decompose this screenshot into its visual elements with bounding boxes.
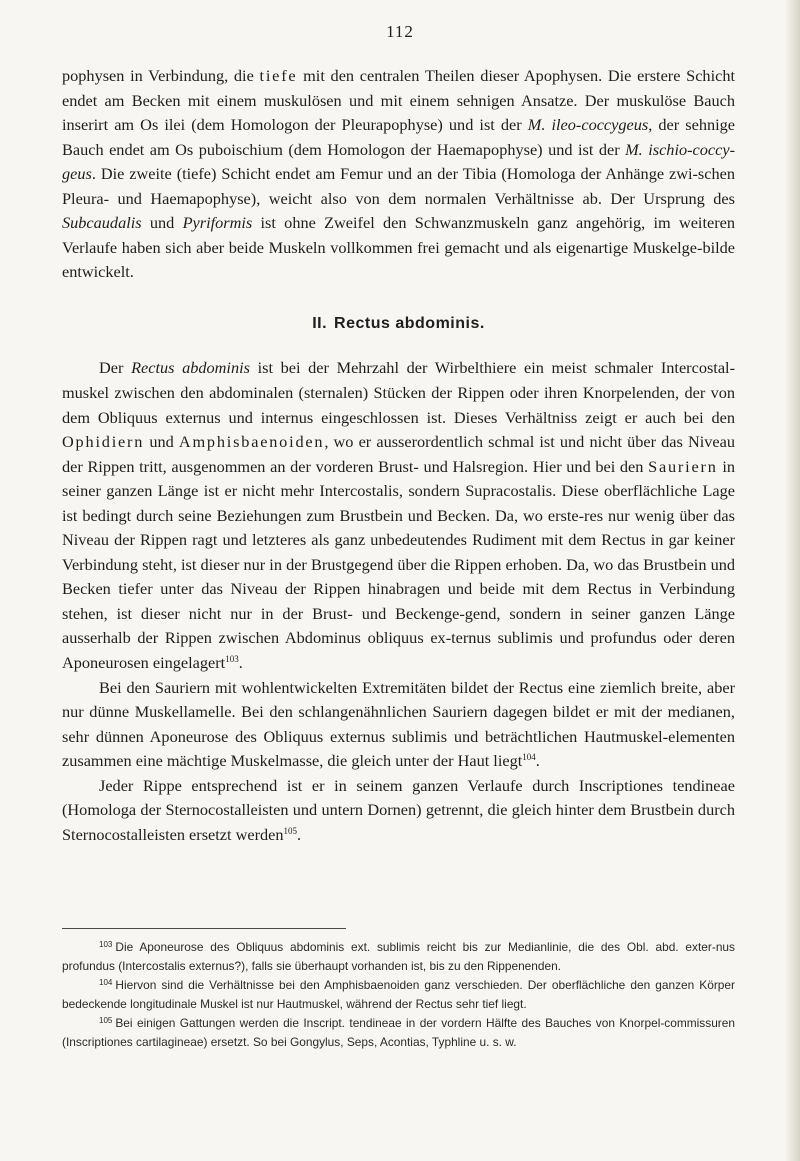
section-heading [62, 312, 735, 337]
footnote-text: Die Aponeurose des Obliquus abdominis ext. sublimis reicht bis zur Medianlinie, die des Obl. abd. exter-nus profundus (Intercostalis externus?), falls sie überhaupt vorhanden ist, bis zu den Rippenenden. [62, 940, 735, 973]
emphasis-sauriern: Sauriern [648, 456, 718, 476]
text-run: Jeder Rippe entsprechend ist er in seinem ganzen Verlaufe durch Inscriptiones tendineae (Homologa der Sternocostalleisten und untern Dornen) getrennt, die gleich hinter dem Brustbein durch Sternocostalleisten ersetzt werden [62, 775, 735, 844]
section-title: Rectus abdominis. [334, 314, 485, 332]
text-run: . [535, 751, 540, 771]
text-run: mit den centralen Theilen dieser Apophysen. Die erstere Schicht endet am Becken mit einem muskulösen und mit einem sehnigen Ansatze. Der muskulöse Bauch inserirt am Os ilei (dem Homologon der Pleurapophyse) und ist der [62, 66, 735, 135]
footnote-separator [62, 928, 346, 929]
section-number: II. [312, 314, 328, 332]
paragraph-1 [62, 64, 735, 285]
footnote-ref-103[interactable]: 103 [225, 654, 239, 665]
text-run: . [238, 653, 243, 673]
page-edge-shadow [784, 0, 800, 1161]
text-run: und [141, 213, 183, 233]
text-run: , wo er ausserordentlich schmal ist und nicht über das Niveau der Rippen tritt, ausgenommen an der vorderen Brust- und Halsregion. Hier und bei den [62, 432, 736, 476]
paragraph-2 [62, 356, 735, 675]
paragraph-3 [62, 676, 735, 774]
text-run: ist ohne Zweifel den Schwanzmuskeln ganz angehörig, im weiteren Verlaufe haben sich aber beide Muskeln vollkommen frei gemacht und als eigenartige Muskelge-bilde entwickelt. [62, 213, 735, 282]
text-run: , der sehnige Bauch endet am Os puboischium (dem Homologon der Haemapophyse) und ist der [62, 115, 736, 159]
text-run: . Die zweite (tiefe) Schicht endet am Femur und an der Tibia (Homologa der Anhänge zwi-schen Pleura- und Haemapophyse), weicht also von dem normalen Verhältnisse ab. Der Ursprung des [62, 164, 735, 208]
page-number: 112 [386, 22, 414, 41]
text-run: Bei den Sauriern mit wohlentwickelten Extremitäten bildet der Rectus eine ziemlich breite, aber nur dünne Muskellamelle. Bei den schlangenähnlichen Sauriern dagegen bildet er mit der medianen, sehr dünnen Aponeurose des Obliquus externus sublimis und beträchtlichen Hautmuskel-elementen zusammen eine mächtige Muskelmasse, die gleich unter der Haut liegt [62, 677, 735, 771]
paragraph-4 [62, 774, 735, 848]
text-run: . [297, 824, 302, 844]
text-run: und [144, 432, 179, 452]
footnote-number: 103 [99, 940, 113, 949]
emphasis-amphisbaenoiden: Amphisbaenoiden [178, 432, 325, 452]
footnote-ref-105[interactable]: 105 [283, 825, 298, 836]
muscle-name-ischio-coccygeus: M. ischio-coccy-geus [62, 139, 736, 184]
text-run: in seiner ganzen Länge ist er nicht mehr Intercostalis, sondern Supracostalis. Diese oberflächliche Lage ist bedingt durch seine Beziehungen zum Brustbein und Becken. Da, wo erste-res nur wenig über das Niveau der Rippen ragt und letzteres als ganz unbedeutendes Rudiment mit dem Rectus in gar keiner Verbindung steht, ist dieser nur in der Brustgegend über die Rippen erhoben. Da, wo das Brustbein und Becken tiefer unter das Niveau der Rippen hinabragen und beide mit dem Rectus in Verbindung stehen, ist dieser nicht nur in der Brust- und Beckenge-gend, sondern in seiner ganzen Länge ausserhalb der Rippen zwischen Abdominus obliquus ex-ternus sublimis und profundus oder deren Aponeurosen eingelagert [62, 456, 735, 673]
text-run: Der [99, 358, 132, 378]
footnote-103 [62, 938, 735, 976]
emphasis-ophidiern: Ophidiern [62, 432, 145, 452]
footnote-105 [62, 1014, 735, 1052]
main-text [62, 64, 735, 847]
footnote-104 [62, 976, 735, 1014]
footnote-ref-104[interactable]: 104 [522, 752, 536, 763]
footnote-text: Bei einigen Gattungen werden die Inscript. tendineae in der vordern Hälfte des Bauches von Knorpel-commissuren (Inscriptiones cartilagineae) ersetzt. So bei Gongylus, Seps, Acontias, Typhline u. s. w. [62, 1016, 735, 1049]
footnotes [62, 938, 735, 1052]
footnote-text: Hiervon sind die Verhältnisse bei den Amphisbaenoiden ganz verschieden. Der oberflächliche den ganzen Körper bedeckende longitudinale Muskel ist nur Hautmuskel, während der Rectus sehr tief liegt. [62, 978, 735, 1011]
muscle-name-rectus-abdominis: Rectus abdominis [131, 358, 250, 378]
footnote-number: 105 [99, 1016, 113, 1025]
text-run: ist bei der Mehrzahl der Wirbelthiere ein meist schmaler Intercostal-muskel zwischen den abdominalen (sternalen) Stücken der Rippen oder ihren Knorpelenden, der von dem Obliquus externus und internus eingeschlossen ist. Dieses Verhältniss zeigt er auch bei den [62, 358, 735, 427]
muscle-name-subcaudalis: Subcaudalis [62, 213, 142, 233]
emphasis-spaced: tiefe [259, 66, 298, 85]
muscle-name-ileo-coccygeus: M. ileo-coccygeus [527, 115, 649, 135]
text-run: pophysen in Verbindung, die [62, 66, 260, 85]
footnote-number: 104 [99, 978, 113, 987]
muscle-name-pyriformis: Pyriformis [182, 213, 253, 233]
